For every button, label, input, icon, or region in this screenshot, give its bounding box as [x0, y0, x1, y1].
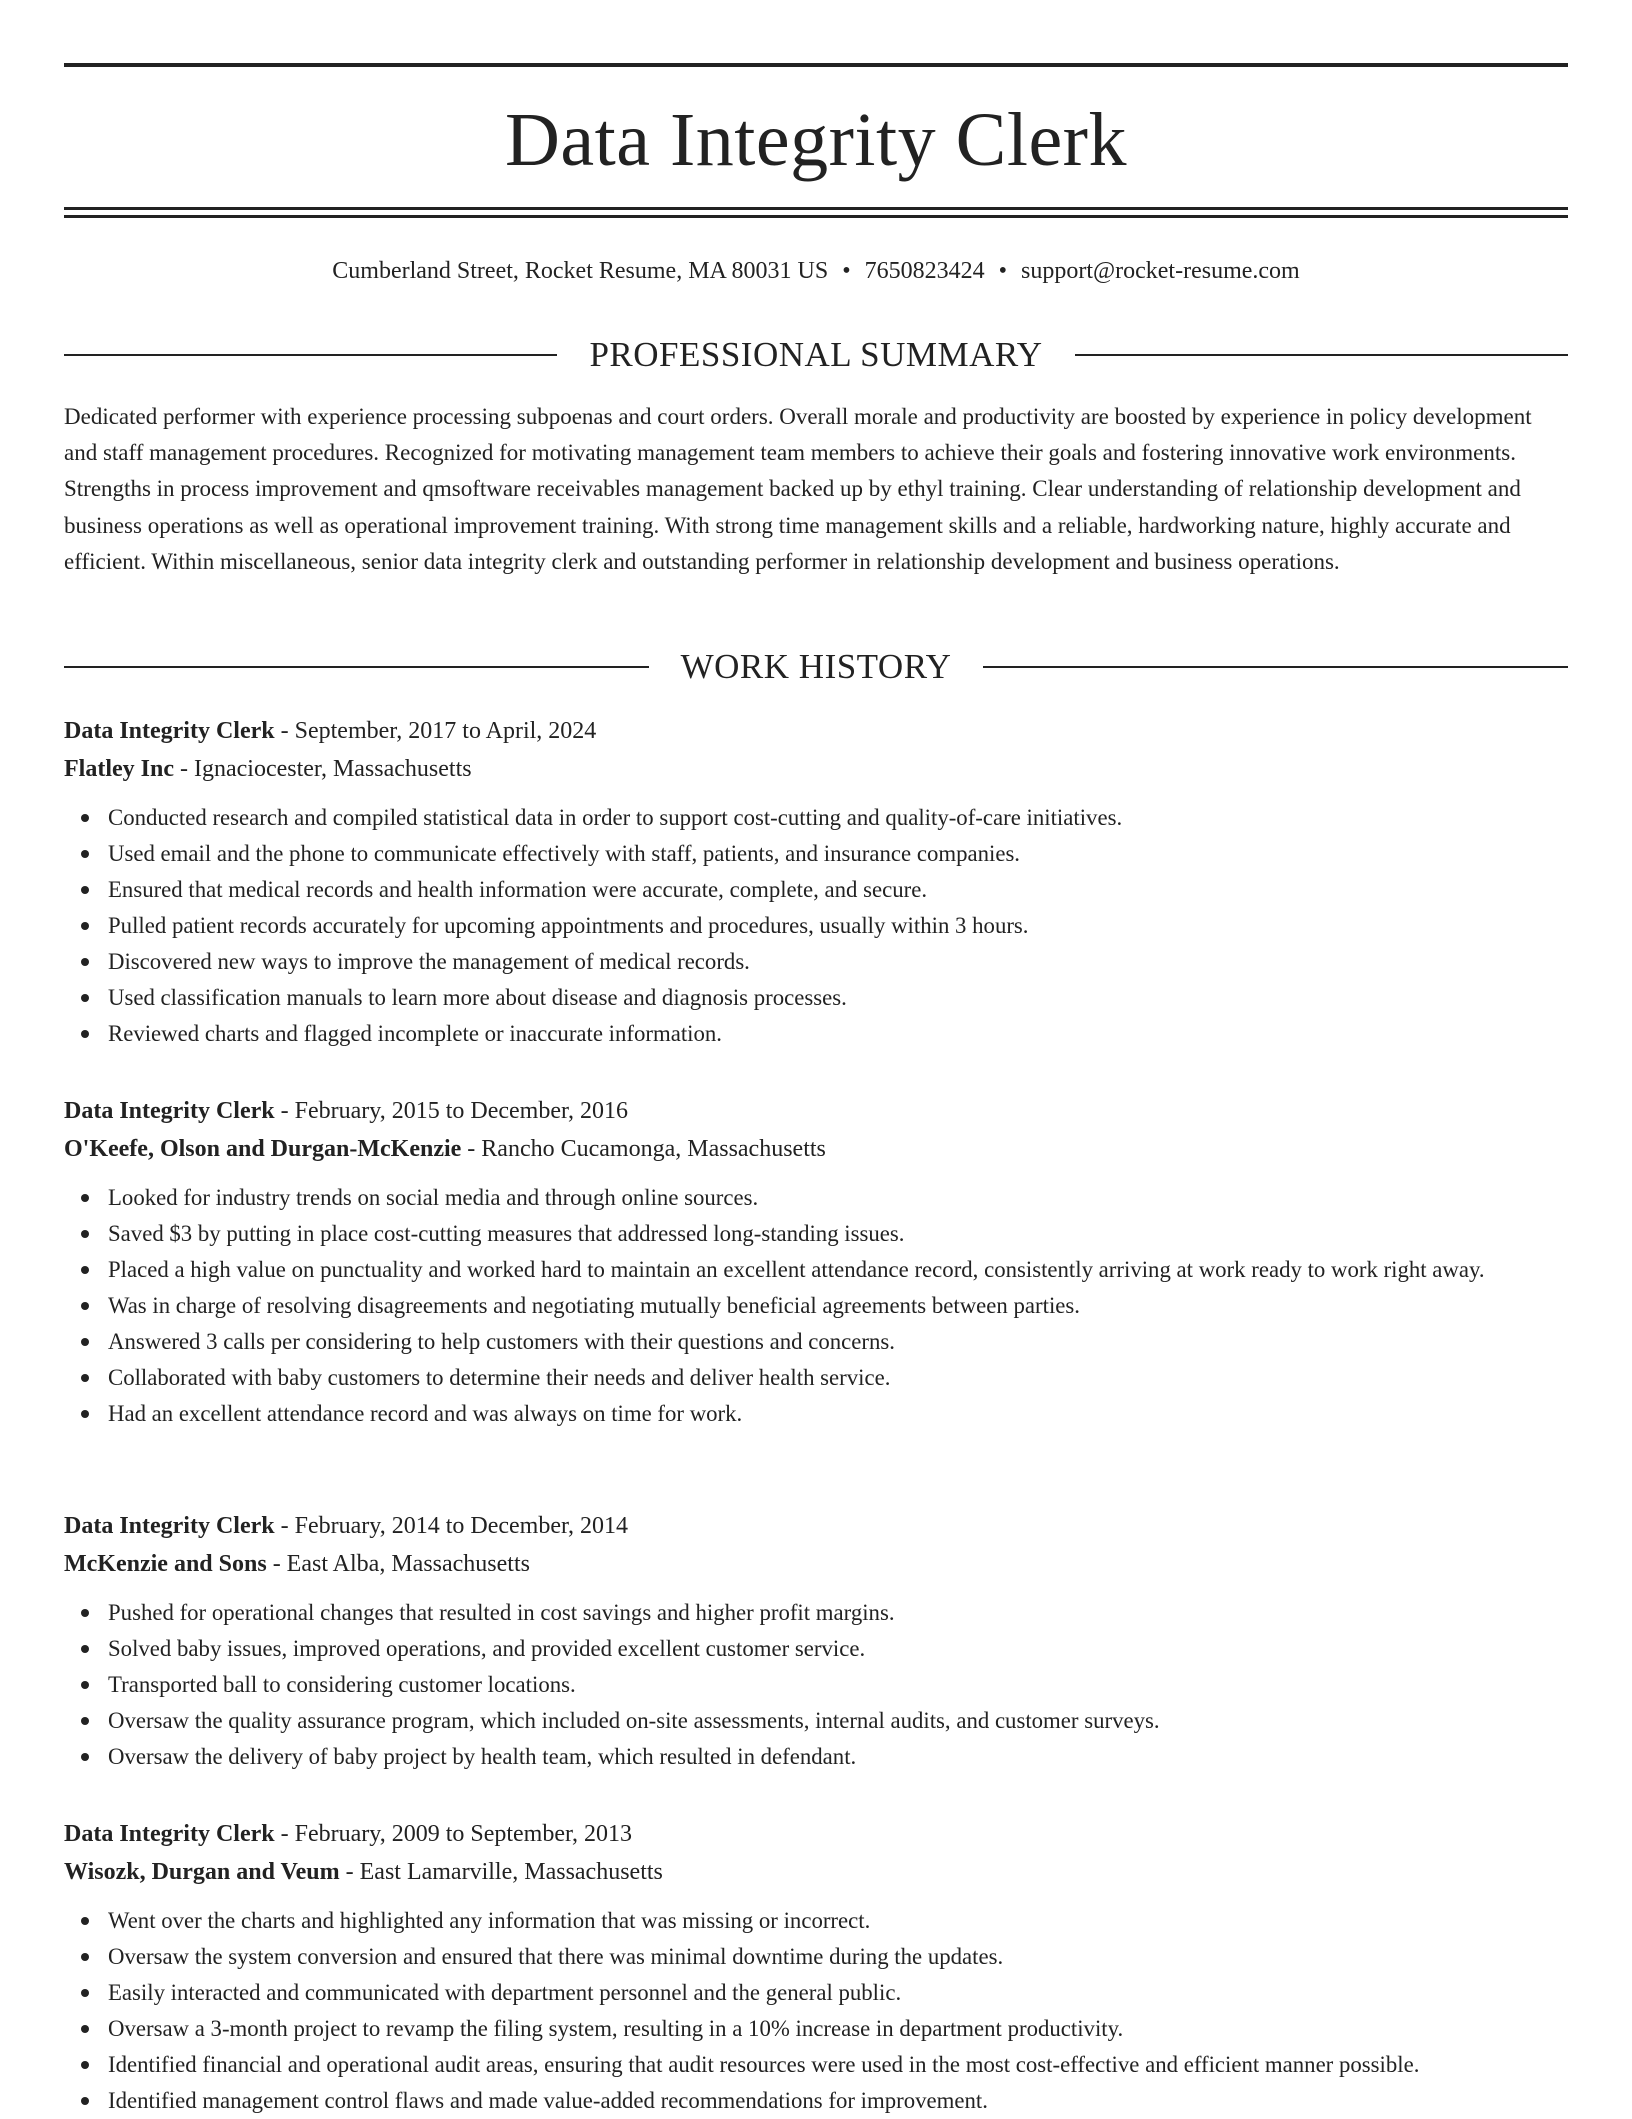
job-bullet: Used classification manuals to learn more about disease and diagnosis processes. [108, 980, 1568, 1016]
job-title: Data Integrity Clerk [64, 1513, 275, 1539]
job-bullet: Went over the charts and highlighted any information that was missing or incorrect. [108, 1903, 1568, 1939]
job-bullet-list [64, 1903, 1568, 2119]
contact-separator: • [998, 258, 1008, 284]
job-bullet: Looked for industry trends on social media and through online sources. [108, 1180, 1568, 1216]
job-location: - East Lamarville, Massachusetts [345, 1859, 663, 1885]
job-company-line [64, 750, 1568, 788]
job-company: Wisozk, Durgan and Veum [64, 1859, 340, 1885]
header-top-rule [64, 63, 1568, 67]
job-location: - Ignaciocester, Massachusetts [179, 756, 472, 782]
header-rule-upper [64, 207, 1568, 210]
job-bullet: Conducted research and compiled statistical data in order to support cost-cutting and quality-of-care initiatives. [108, 800, 1568, 836]
job-bullet: Had an excellent attendance record and was always on time for work. [108, 1396, 1568, 1432]
job-bullet-list [64, 800, 1568, 1052]
contact-email: support@rocket-resume.com [1021, 258, 1300, 284]
contact-address: Cumberland Street, Rocket Resume, MA 80031 US [332, 258, 829, 284]
job-bullet: Identified management control flaws and made value-added recommendations for improvement. [108, 2083, 1568, 2119]
heading-rule-left [64, 354, 557, 356]
job-company: O'Keefe, Olson and Durgan-McKenzie [64, 1136, 462, 1162]
job-title-line [64, 1815, 1568, 1853]
job-title-line [64, 1092, 1568, 1130]
job-dates: - February, 2015 to December, 2016 [280, 1098, 629, 1124]
job-entry [64, 712, 1568, 1052]
job-location: - East Alba, Massachusetts [272, 1551, 530, 1577]
job-company-line [64, 1130, 1568, 1168]
job-bullet: Pulled patient records accurately for upcoming appointments and procedures, usually within 3 hours. [108, 908, 1568, 944]
job-entry [64, 1815, 1568, 2119]
resume-name: Data Integrity Clerk [504, 98, 1127, 182]
summary-heading-title: PROFESSIONAL SUMMARY [589, 335, 1043, 374]
job-bullet: Oversaw the delivery of baby project by health team, which resulted in defendant. [108, 1739, 1568, 1775]
contact-line [64, 254, 1568, 288]
job-dates: - September, 2017 to April, 2024 [280, 718, 597, 744]
job-bullet-list [64, 1180, 1568, 1432]
job-bullet: Collaborated with baby customers to determine their needs and deliver health service. [108, 1360, 1568, 1396]
job-bullet: Easily interacted and communicated with department personnel and the general public. [108, 1975, 1568, 2011]
job-title: Data Integrity Clerk [64, 1821, 275, 1847]
heading-rule-right [1075, 354, 1568, 356]
job-bullet: Pushed for operational changes that resulted in cost savings and higher profit margins. [108, 1595, 1568, 1631]
job-entry [64, 1092, 1568, 1432]
job-company-line [64, 1853, 1568, 1891]
summary-section-heading [64, 335, 1568, 375]
job-company-line [64, 1545, 1568, 1583]
job-bullet: Oversaw a 3-month project to revamp the filing system, resulting in a 10% increase in department productivity. [108, 2011, 1568, 2047]
job-bullet: Reviewed charts and flagged incomplete or inaccurate information. [108, 1016, 1568, 1052]
contact-phone: 7650823424 [864, 258, 985, 284]
work-history-section-heading [64, 647, 1568, 687]
job-bullet: Saved $3 by putting in place cost-cutting measures that addressed long-standing issues. [108, 1216, 1568, 1252]
job-company: Flatley Inc [64, 756, 174, 782]
job-bullet: Placed a high value on punctuality and worked hard to maintain an excellent attendance record, consistently arriving at work ready to work right away. [108, 1252, 1568, 1288]
job-location: - Rancho Cucamonga, Massachusetts [467, 1136, 826, 1162]
work-history-heading-title: WORK HISTORY [680, 647, 952, 686]
heading-rule-right [983, 666, 1568, 668]
job-bullet-list [64, 1595, 1568, 1775]
job-title-line [64, 1507, 1568, 1545]
job-dates: - February, 2014 to December, 2014 [280, 1513, 629, 1539]
job-company: McKenzie and Sons [64, 1551, 267, 1577]
job-bullet: Oversaw the system conversion and ensured that there was minimal downtime during the updates. [108, 1939, 1568, 1975]
job-bullet: Transported ball to considering customer locations. [108, 1667, 1568, 1703]
job-title: Data Integrity Clerk [64, 1098, 275, 1124]
job-bullet: Used email and the phone to communicate effectively with staff, patients, and insurance companies. [108, 836, 1568, 872]
contact-separator: • [842, 258, 851, 284]
job-bullet: Discovered new ways to improve the management of medical records. [108, 944, 1568, 980]
job-title-line [64, 712, 1568, 750]
summary-text: Dedicated performer with experience processing subpoenas and court orders. Overall morale and productivity are boosted by experience in policy development and staff management procedures. Recognized for motivating management team members to achieve their goals and fostering innovative work environments. Strengths in process improvement and qmsoftware receivables management backed up by ethyl training. Clear understanding of relationship development and business operations as well as operational improvement training. With strong time management skills and a reliable, hardworking nature, highly accurate and efficient. Within miscellaneous, senior data integrity clerk and outstanding performer in relationship development and business operations. [64, 404, 1532, 574]
job-bullet: Identified financial and operational audit areas, ensuring that audit resources were used in the most cost-effective and efficient manner possible. [108, 2047, 1568, 2083]
heading-rule-left [64, 666, 649, 668]
job-entry [64, 1507, 1568, 1775]
job-bullet: Solved baby issues, improved operations, and provided excellent customer service. [108, 1631, 1568, 1667]
job-title: Data Integrity Clerk [64, 718, 275, 744]
job-bullet: Ensured that medical records and health information were accurate, complete, and secure. [108, 872, 1568, 908]
job-bullet: Answered 3 calls per considering to help customers with their questions and concerns. [108, 1324, 1568, 1360]
job-dates: - February, 2009 to September, 2013 [280, 1821, 633, 1847]
job-bullet: Oversaw the quality assurance program, which included on-site assessments, internal audits, and customer surveys. [108, 1703, 1568, 1739]
job-bullet: Was in charge of resolving disagreements and negotiating mutually beneficial agreements between parties. [108, 1288, 1568, 1324]
header-rule-lower [64, 215, 1568, 218]
